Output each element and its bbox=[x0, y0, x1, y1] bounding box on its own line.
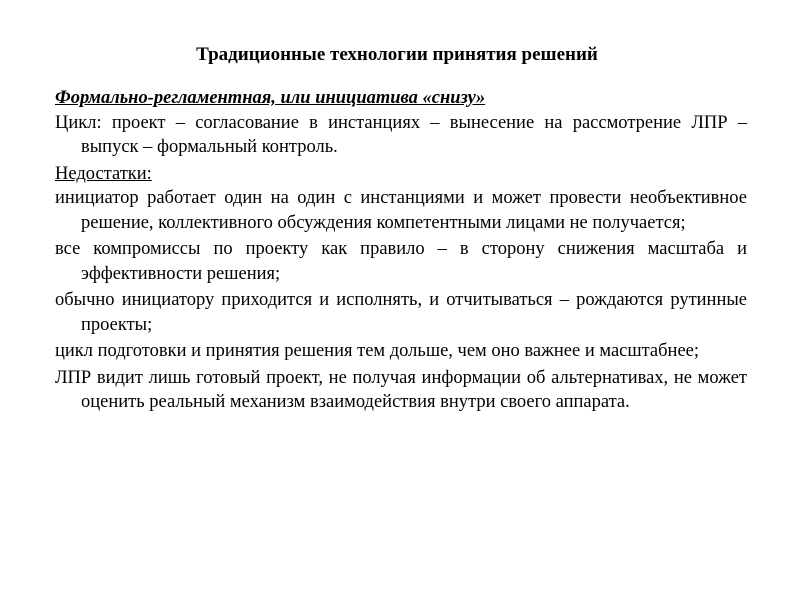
section-subtitle: Формально-регламентная, или инициатива «снизу» bbox=[55, 88, 486, 108]
cycle-paragraph: Цикл: проект – согласование в инстанциях – вынесение на рассмотрение ЛПР – выпуск – формальный контроль. bbox=[55, 112, 747, 157]
slide-title: Традиционные технологии принятия решений bbox=[196, 44, 598, 65]
drawback-item: ЛПР видит лишь готовый проект, не получая информации об альтернативах, не может оценить реальный механизм взаимодействия внутри своего аппарата. bbox=[55, 367, 747, 412]
drawback-item: все компромиссы по проекту как правило – в сторону снижения масштаба и эффективности решения; bbox=[55, 239, 747, 284]
slide-content bbox=[55, 86, 747, 417]
drawback-item: обычно инициатору приходится и исполнять, и отчитываться – рождаются рутинные проекты; bbox=[55, 290, 747, 335]
drawback-item: цикл подготовки и принятия решения тем дольше, чем оно важнее и масштабнее; bbox=[55, 341, 700, 361]
drawbacks-label: Недостатки: bbox=[55, 163, 152, 184]
drawback-item: инициатор работает один на один с инстанциями и может провести необъективное решение, коллективного обсуждения компетентными лицами не получается; bbox=[55, 188, 747, 233]
